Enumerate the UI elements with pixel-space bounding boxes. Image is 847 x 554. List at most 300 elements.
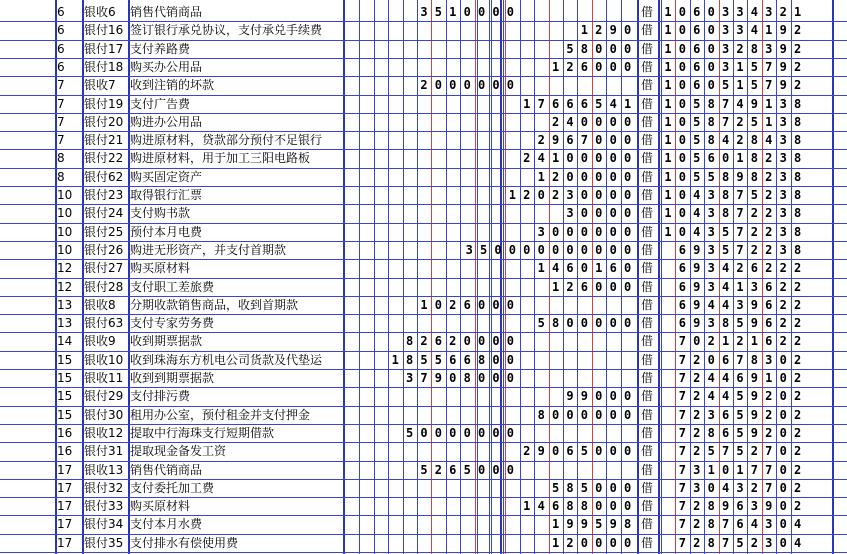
direction-cell: 借: [640, 407, 653, 422]
balance-digit: 0: [678, 41, 686, 56]
voucher-no-cell: 银收10: [84, 352, 124, 367]
day-cell: 8: [57, 169, 65, 184]
balance-digit: 7: [765, 59, 773, 74]
debit-digit: 2: [449, 334, 457, 349]
day-cell: 7: [57, 133, 65, 148]
direction-cell: 借: [640, 297, 653, 312]
credit-digit: 2: [523, 151, 531, 166]
debit-digit: 2: [420, 334, 428, 349]
debit-digit: 8: [405, 334, 414, 349]
balance-digit: 1: [765, 114, 773, 129]
credit-digit: 0: [551, 444, 560, 459]
balance-digit: 0: [721, 151, 730, 166]
balance-digit: 4: [721, 371, 730, 385]
balance-digit: 3: [721, 5, 730, 19]
day-cell: 16: [57, 444, 73, 459]
balance-digit: 9: [736, 169, 744, 184]
day-cell: 6: [57, 5, 65, 19]
voucher-no-cell: 银收6: [84, 5, 116, 19]
ledger-row: [0, 497, 847, 515]
day-cell: 13: [57, 316, 73, 331]
balance-digit: 9: [693, 316, 701, 331]
voucher-no-cell: 银收13: [84, 462, 124, 477]
balance-digit: 6: [678, 261, 686, 276]
balance-digit: 2: [793, 371, 802, 385]
balance-digit: 5: [707, 444, 715, 459]
balance-digit: 8: [750, 151, 758, 166]
debit-digit: 0: [506, 462, 514, 477]
balance-digit: 2: [779, 279, 787, 294]
day-cell: 10: [57, 242, 73, 257]
debit-digit: 0: [463, 5, 471, 19]
credit-digit: 5: [537, 316, 545, 331]
debit-digit: 0: [492, 462, 500, 477]
voucher-no-cell: 银付24: [84, 206, 124, 221]
balance-digit: 7: [736, 352, 744, 367]
balance-digit: 2: [693, 371, 701, 385]
credit-digit: 6: [566, 96, 574, 111]
balance-digit: 7: [678, 517, 686, 532]
credit-digit: 0: [580, 407, 588, 422]
balance-digit: 5: [736, 535, 744, 550]
credit-digit: 0: [580, 151, 588, 166]
balance-digit: 8: [721, 188, 730, 202]
balance-digit: 7: [678, 444, 686, 459]
balance-digit: 8: [707, 425, 715, 440]
debit-digit: 0: [506, 5, 514, 19]
balance-digit: 3: [750, 499, 758, 514]
balance-digit: 3: [779, 151, 787, 166]
summary-cell: 支付专家劳务费: [130, 316, 215, 331]
credit-digit: 3: [465, 242, 473, 257]
balance-digit: 2: [765, 169, 773, 184]
credit-digit: 1: [537, 169, 545, 184]
day-cell: 17: [57, 480, 73, 495]
direction-cell: 借: [640, 352, 653, 367]
balance-digit: 3: [707, 206, 715, 221]
voucher-no-cell: 银收11: [84, 371, 124, 385]
balance-digit: 3: [707, 188, 715, 202]
credit-digit: 5: [479, 242, 488, 257]
balance-digit: 0: [678, 133, 686, 148]
credit-digit: 5: [595, 96, 603, 111]
balance-digit: 5: [736, 316, 744, 331]
direction-cell: 借: [640, 151, 653, 166]
balance-digit: 3: [779, 206, 787, 221]
balance-digit: 1: [793, 5, 802, 19]
balance-digit: 9: [779, 59, 787, 74]
ledger-row: [0, 332, 847, 350]
voucher-no-cell: 银付33: [84, 499, 124, 514]
ledger-row: [0, 168, 847, 186]
direction-cell: 借: [640, 224, 653, 239]
balance-digit: 6: [693, 78, 701, 93]
credit-digit: 6: [580, 96, 588, 111]
credit-digit: 2: [566, 279, 574, 294]
debit-digit: 0: [463, 425, 471, 440]
direction-cell: 借: [640, 59, 653, 74]
balance-digit: 2: [736, 41, 744, 56]
direction-cell: 借: [640, 517, 653, 532]
balance-digit: 2: [750, 206, 758, 221]
balance-digit: 6: [721, 407, 730, 422]
ledger-row: [0, 406, 847, 424]
balance-digit: 4: [750, 5, 758, 19]
balance-digit: 2: [693, 535, 701, 550]
balance-digit: 0: [779, 480, 787, 495]
voucher-no-cell: 银付20: [84, 114, 124, 129]
debit-digit: 5: [420, 462, 428, 477]
balance-digit: 8: [707, 517, 715, 532]
balance-digit: 8: [721, 206, 730, 221]
credit-digit: 4: [609, 96, 617, 111]
credit-digit: 2: [551, 188, 560, 202]
credit-digit: 3: [566, 206, 574, 221]
credit-digit: 5: [580, 444, 588, 459]
balance-digit: 2: [779, 297, 787, 312]
credit-digit: 0: [623, 389, 632, 404]
summary-cell: 签订银行承兑协议，支付承兑手续费: [130, 23, 323, 38]
balance-digit: 0: [678, 169, 686, 184]
balance-digit: 0: [779, 517, 787, 532]
credit-digit: 0: [609, 169, 617, 184]
credit-digit: 1: [537, 261, 545, 276]
credit-digit: 0: [609, 407, 617, 422]
credit-digit: 2: [595, 23, 603, 38]
balance-digit: 5: [736, 389, 744, 404]
balance-digit: 4: [721, 297, 730, 312]
credit-digit: 0: [609, 206, 617, 221]
day-cell: 7: [57, 96, 65, 111]
balance-digit: 4: [793, 517, 802, 532]
balance-digit: 2: [750, 480, 758, 495]
credit-digit: 0: [609, 188, 617, 202]
ledger-row: [0, 351, 847, 369]
credit-digit: 0: [609, 242, 617, 257]
credit-digit: 0: [609, 59, 617, 74]
balance-digit: 1: [664, 96, 672, 111]
ledger-row: [0, 442, 847, 460]
debit-digit: 0: [492, 5, 500, 19]
debit-digit: 1: [449, 5, 457, 19]
voucher-no-cell: 银付26: [84, 242, 124, 257]
credit-digit: 6: [551, 499, 560, 514]
credit-digit: 9: [580, 389, 588, 404]
balance-digit: 8: [793, 96, 802, 111]
balance-digit: 5: [750, 188, 758, 202]
voucher-no-cell: 银付21: [84, 133, 124, 148]
credit-digit: 0: [580, 316, 588, 331]
credit-digit: 0: [551, 242, 560, 257]
credit-digit: 0: [551, 224, 560, 239]
credit-digit: 1: [551, 151, 560, 166]
ledger-row: [0, 259, 847, 277]
balance-digit: 2: [750, 224, 758, 239]
credit-digit: 0: [623, 23, 632, 38]
direction-cell: 借: [640, 261, 653, 276]
balance-digit: 3: [779, 133, 787, 148]
debit-digit: 6: [449, 352, 457, 367]
debit-digit: 5: [434, 5, 442, 19]
summary-cell: 提取现金备发工资: [130, 444, 227, 459]
debit-digit: 8: [405, 352, 414, 367]
summary-cell: 销售代销商品: [130, 5, 203, 19]
debit-digit: 6: [463, 297, 471, 312]
voucher-no-cell: 银付29: [84, 389, 124, 404]
credit-digit: 0: [623, 407, 632, 422]
balance-digit: 4: [721, 261, 730, 276]
balance-digit: 9: [693, 261, 701, 276]
balance-digit: 1: [736, 59, 744, 74]
balance-digit: 1: [765, 96, 773, 111]
credit-digit: 9: [566, 389, 574, 404]
day-cell: 14: [57, 334, 73, 349]
debit-digit: 0: [463, 334, 471, 349]
balance-digit: 6: [765, 279, 773, 294]
balance-digit: 4: [750, 517, 758, 532]
day-cell: 17: [57, 517, 73, 532]
balance-digit: 4: [721, 133, 730, 148]
balance-digit: 0: [707, 41, 715, 56]
balance-digit: 4: [750, 23, 758, 38]
balance-digit: 6: [750, 261, 758, 276]
credit-digit: 8: [551, 316, 560, 331]
debit-digit: 0: [477, 334, 486, 349]
balance-digit: 0: [678, 96, 686, 111]
balance-digit: 3: [765, 41, 773, 56]
summary-cell: 收到珠海东方机电公司货款及代垫运: [130, 352, 323, 367]
direction-cell: 借: [640, 23, 653, 38]
credit-digit: 1: [551, 517, 560, 532]
balance-digit: 6: [678, 279, 686, 294]
summary-cell: 支付职工差旅费: [130, 279, 215, 294]
summary-cell: 支付排水有偿使用费: [130, 535, 239, 550]
credit-digit: 1: [508, 188, 516, 202]
direction-cell: 借: [640, 5, 653, 19]
balance-digit: 6: [736, 517, 744, 532]
balance-digit: 2: [693, 517, 701, 532]
summary-cell: 收到期票据款: [130, 334, 203, 349]
ledger-row: [0, 296, 847, 314]
day-cell: 6: [57, 23, 65, 38]
debit-digit: 0: [449, 425, 457, 440]
balance-digit: 0: [678, 114, 686, 129]
ledger-row: [0, 76, 847, 94]
summary-cell: 购进办公用品: [130, 114, 203, 129]
balance-digit: 2: [793, 499, 802, 514]
balance-digit: 7: [721, 535, 730, 550]
credit-digit: 0: [537, 188, 545, 202]
credit-digit: 0: [595, 535, 603, 550]
debit-digit: 0: [477, 462, 486, 477]
debit-digit: 0: [477, 5, 486, 19]
balance-digit: 4: [736, 96, 744, 111]
balance-digit: 0: [779, 371, 787, 385]
balance-digit: 2: [793, 407, 802, 422]
balance-digit: 0: [678, 151, 686, 166]
credit-digit: 6: [609, 261, 617, 276]
debit-digit: 6: [463, 352, 471, 367]
balance-digit: 1: [664, 151, 672, 166]
balance-digit: 5: [693, 169, 701, 184]
balance-digit: 2: [750, 242, 758, 257]
balance-digit: 8: [721, 316, 730, 331]
debit-digit: 0: [492, 352, 500, 367]
credit-digit: 0: [623, 188, 632, 202]
balance-digit: 9: [750, 316, 758, 331]
balance-digit: 0: [678, 59, 686, 74]
balance-digit: 8: [793, 151, 802, 166]
day-cell: 17: [57, 535, 73, 550]
debit-digit: 0: [492, 297, 500, 312]
credit-digit: 4: [566, 114, 574, 129]
balance-digit: 0: [779, 352, 787, 367]
credit-digit: 0: [580, 114, 588, 129]
balance-digit: 7: [678, 480, 686, 495]
credit-digit: 5: [595, 517, 603, 532]
balance-digit: 3: [736, 5, 744, 19]
balance-digit: 5: [750, 59, 758, 74]
balance-digit: 6: [693, 23, 701, 38]
balance-digit: 2: [793, 389, 802, 404]
voucher-no-cell: 银付17: [84, 41, 124, 56]
day-cell: 15: [57, 352, 73, 367]
balance-digit: 2: [793, 352, 802, 367]
balance-digit: 7: [678, 352, 686, 367]
balance-digit: 1: [664, 23, 672, 38]
ledger-row: [0, 387, 847, 405]
balance-digit: 0: [678, 206, 686, 221]
balance-digit: 3: [736, 297, 744, 312]
balance-digit: 0: [678, 78, 686, 93]
balance-digit: 7: [678, 389, 686, 404]
balance-digit: 2: [765, 224, 773, 239]
balance-digit: 7: [678, 462, 686, 477]
direction-cell: 借: [640, 133, 653, 148]
balance-digit: 3: [765, 352, 773, 367]
balance-digit: 6: [765, 334, 773, 349]
voucher-no-cell: 银收8: [84, 297, 116, 312]
balance-digit: 7: [765, 480, 773, 495]
balance-digit: 8: [721, 169, 730, 184]
credit-digit: 3: [537, 224, 545, 239]
credit-digit: 0: [609, 41, 617, 56]
credit-digit: 3: [566, 188, 574, 202]
credit-digit: 0: [595, 389, 603, 404]
balance-digit: 1: [721, 334, 730, 349]
direction-cell: 借: [640, 96, 653, 111]
debit-digit: 0: [434, 78, 442, 93]
balance-digit: 7: [678, 407, 686, 422]
credit-digit: 0: [566, 151, 574, 166]
balance-digit: 8: [707, 133, 715, 148]
balance-digit: 0: [779, 499, 787, 514]
credit-digit: 1: [595, 261, 603, 276]
direction-cell: 借: [640, 316, 653, 331]
day-cell: 6: [57, 41, 65, 56]
credit-digit: 0: [623, 59, 632, 74]
voucher-no-cell: 银收7: [84, 78, 116, 93]
credit-digit: 0: [609, 535, 617, 550]
balance-digit: 1: [736, 462, 744, 477]
balance-digit: 2: [765, 188, 773, 202]
balance-digit: 0: [779, 462, 787, 477]
ledger-row: [0, 131, 847, 149]
balance-digit: 6: [765, 316, 773, 331]
debit-digit: 7: [420, 371, 428, 385]
balance-digit: 1: [750, 334, 758, 349]
day-cell: 10: [57, 224, 73, 239]
balance-digit: 5: [721, 78, 730, 93]
day-cell: 6: [57, 59, 65, 74]
balance-digit: 2: [779, 5, 787, 19]
balance-digit: 9: [750, 389, 758, 404]
balance-digit: 6: [736, 371, 744, 385]
credit-digit: 0: [623, 151, 632, 166]
credit-digit: 8: [566, 499, 574, 514]
balance-digit: 2: [736, 334, 744, 349]
balance-digit: 2: [765, 242, 773, 257]
balance-digit: 1: [664, 78, 672, 93]
credit-digit: 0: [609, 316, 617, 331]
balance-digit: 0: [678, 224, 686, 239]
balance-digit: 0: [721, 462, 730, 477]
balance-digit: 4: [721, 389, 730, 404]
balance-digit: 3: [693, 480, 701, 495]
credit-digit: 6: [566, 261, 574, 276]
summary-cell: 收到注销的坏款: [130, 78, 215, 93]
balance-digit: 0: [707, 480, 715, 495]
credit-digit: 0: [623, 169, 632, 184]
summary-cell: 购买原材料: [130, 261, 191, 276]
credit-digit: 0: [566, 169, 574, 184]
direction-cell: 借: [640, 371, 653, 385]
balance-digit: 3: [707, 279, 715, 294]
credit-digit: 7: [580, 133, 588, 148]
credit-digit: 5: [566, 41, 574, 56]
balance-digit: 2: [707, 334, 715, 349]
summary-cell: 支付排污费: [130, 389, 191, 404]
balance-digit: 4: [693, 224, 701, 239]
summary-cell: 购买固定资产: [130, 169, 203, 184]
summary-cell: 租用办公室，预付租金并支付押金: [130, 407, 311, 422]
balance-digit: 4: [693, 188, 701, 202]
balance-digit: 8: [793, 206, 802, 221]
voucher-no-cell: 银付22: [84, 151, 124, 166]
direction-cell: 借: [640, 480, 653, 495]
debit-digit: 8: [477, 352, 486, 367]
summary-cell: 购进原材料，贷款部分预付不足银行: [130, 133, 323, 148]
debit-digit: 0: [434, 297, 442, 312]
credit-digit: 0: [623, 444, 632, 459]
debit-digit: 0: [492, 334, 500, 349]
balance-digit: 9: [750, 407, 758, 422]
credit-digit: 4: [537, 151, 545, 166]
ledger-row: [0, 40, 847, 58]
balance-digit: 3: [721, 23, 730, 38]
balance-digit: 8: [750, 41, 758, 56]
credit-digit: 2: [523, 188, 531, 202]
credit-digit: 8: [580, 499, 588, 514]
voucher-no-cell: 银收9: [84, 334, 116, 349]
debit-digit: 0: [477, 425, 486, 440]
balance-digit: 2: [693, 444, 701, 459]
balance-digit: 3: [750, 279, 758, 294]
day-cell: 16: [57, 425, 73, 440]
balance-digit: 0: [779, 389, 787, 404]
balance-digit: 3: [707, 407, 715, 422]
credit-digit: 0: [595, 151, 603, 166]
